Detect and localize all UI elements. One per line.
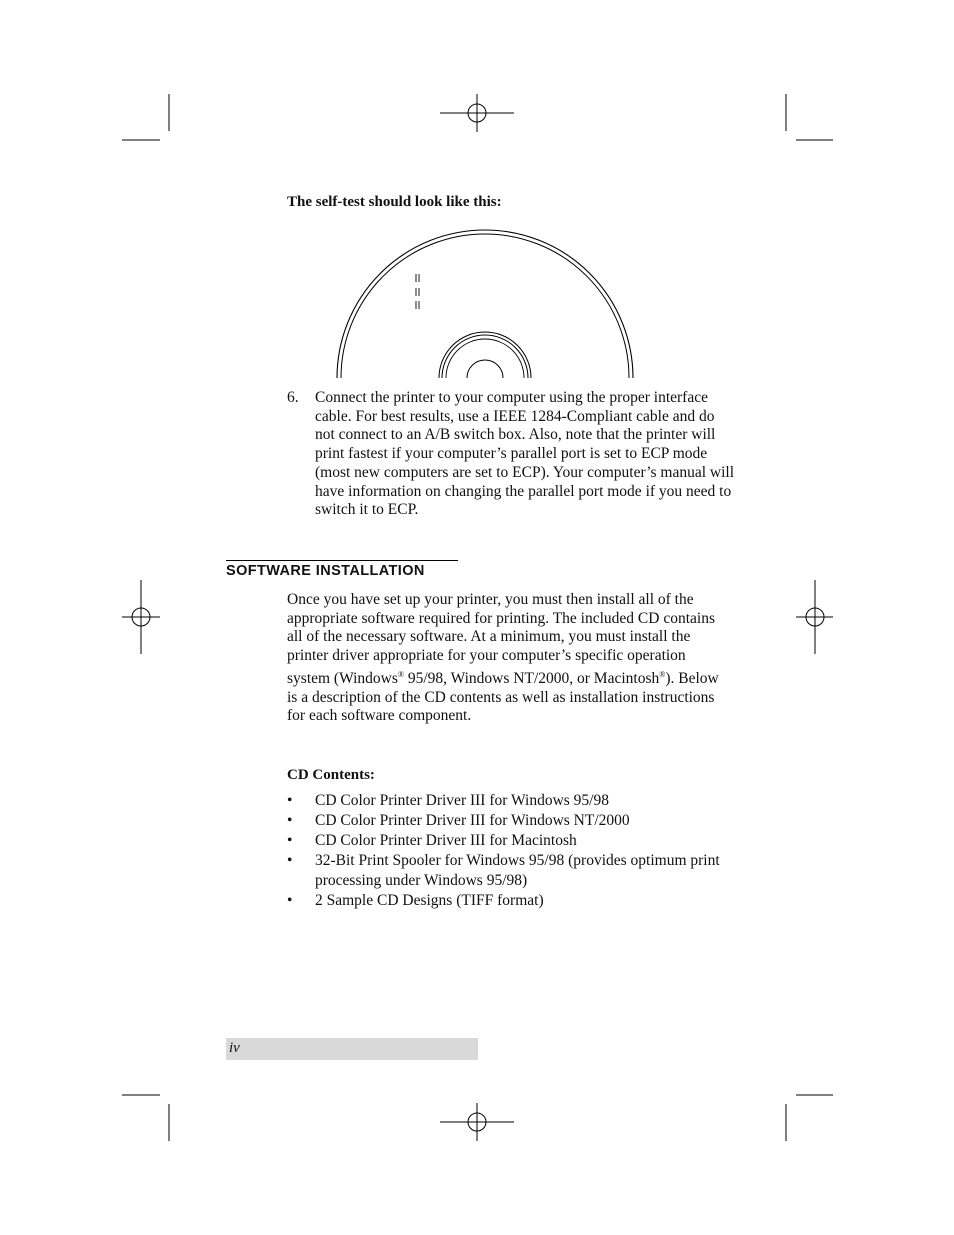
intro-paragraph xyxy=(287,591,732,726)
step-6 xyxy=(287,389,737,520)
intro-text-1: Once you have set up your printer, you must then install all of the appropriate software required for printing. The included CD contains all of the necessary software. At a minimum, you must install the printer driver appropriate for your computer’s specific operation system (Windows xyxy=(287,591,715,687)
section-title: SOFTWARE INSTALLATION xyxy=(226,563,425,579)
list-item xyxy=(287,891,737,911)
bullet-icon: • xyxy=(287,852,293,869)
registered-mark: ® xyxy=(397,669,404,679)
footer-bar xyxy=(226,1038,478,1060)
list-item-text: CD Color Printer Driver III for Windows 95/98 xyxy=(315,792,609,809)
selftest-heading: The self-test should look like this: xyxy=(287,194,502,210)
list-item xyxy=(287,851,737,891)
bullet-icon: • xyxy=(287,812,293,829)
list-item-text: 2 Sample CD Designs (TIFF format) xyxy=(315,892,544,909)
list-item xyxy=(287,791,737,811)
list-item-text: 32-Bit Print Spooler for Windows 95/98 (provides optimum print processing under Windows 95/98) xyxy=(315,852,720,889)
registered-mark: ® xyxy=(659,669,666,679)
intro-text-2: 95/98, Windows NT/2000, or Macintosh xyxy=(403,669,660,687)
bullet-icon: • xyxy=(287,832,293,849)
section-rule xyxy=(226,560,458,561)
bullet-icon: • xyxy=(287,892,293,909)
list-item xyxy=(287,811,737,831)
step-number: 6. xyxy=(287,389,299,406)
list-item-text: CD Color Printer Driver III for Macintosh xyxy=(315,832,577,849)
list-item-text: CD Color Printer Driver III for Windows NT/2000 xyxy=(315,812,630,829)
cd-contents-list xyxy=(287,791,737,911)
cd-contents-heading: CD Contents: xyxy=(287,767,375,783)
selftest-cd-illustration xyxy=(330,226,640,382)
bullet-icon: • xyxy=(287,792,293,809)
list-item xyxy=(287,831,737,851)
step-text: Connect the printer to your computer using the proper interface cable. For best results, use a IEEE 1284-Compliant cable and do not connect to an A/B switch box. Also, note that the printer will print fastest if your computer’s parallel port is set to ECP mode (most new computers are set to ECP). Your computer’s manual will have information on changing the parallel port mode if you need to switch it to ECP. xyxy=(315,389,735,519)
intro-text-3: ). Below is a description of the CD contents as well as installation instructions for each software component. xyxy=(287,669,719,725)
page-number: iv xyxy=(229,1040,240,1056)
